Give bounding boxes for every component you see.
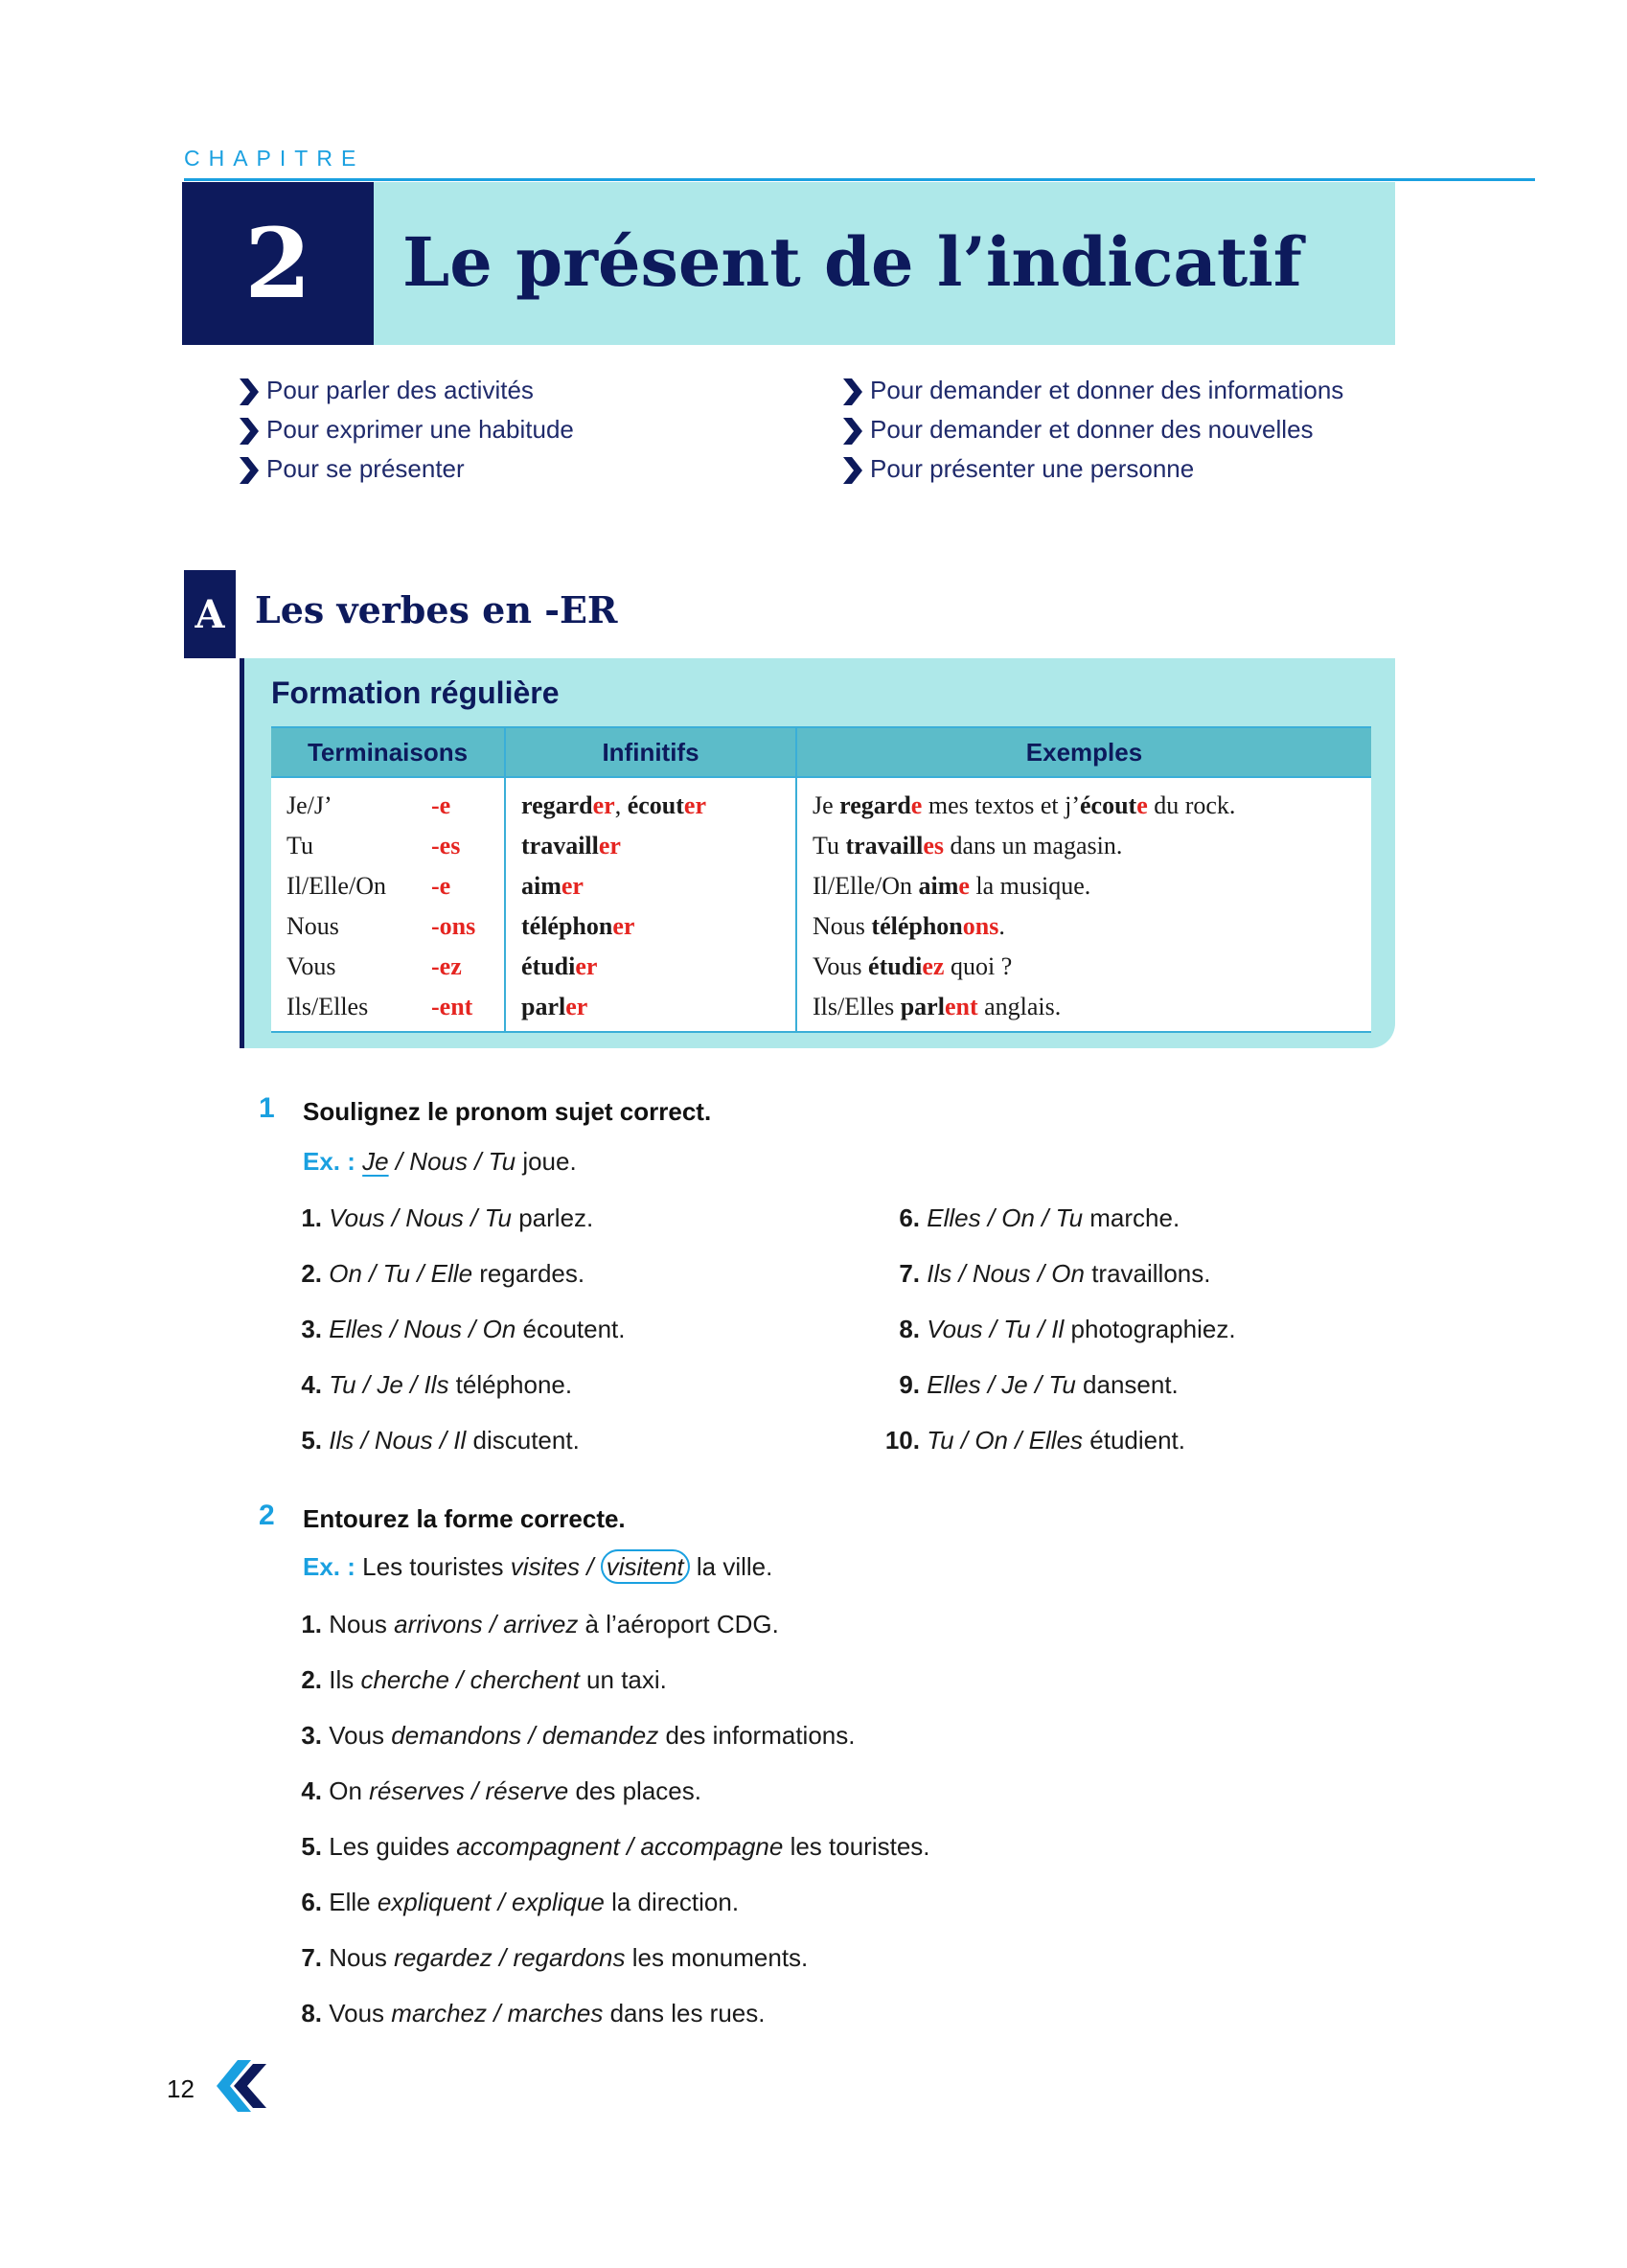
exercise-item[interactable]: 5. Ils / Nous / Il discutent.: [301, 1426, 580, 1455]
exercise-item[interactable]: 8. Vous marchez / marches dans les rues.: [301, 1999, 766, 2027]
example-row: Vous étudiez quoi ?: [813, 952, 1013, 980]
exercise-item[interactable]: 2. On / Tu / Elle regardes.: [301, 1259, 585, 1288]
table-header: Terminaisons: [271, 727, 505, 777]
exercise-item[interactable]: 7. Ils / Nous / On travaillons.: [899, 1259, 1211, 1288]
chapter-title: Le présent de l’indicatif: [402, 222, 1302, 302]
infinitives-column: [505, 777, 796, 1032]
exercise-number: 2: [259, 1500, 275, 1531]
ending-row: Il/Elle/On -e: [286, 872, 451, 900]
objectives-left: [236, 374, 574, 492]
exercise-item[interactable]: 1. Vous / Nous / Tu parlez.: [301, 1203, 594, 1232]
exercise-item[interactable]: 8. Vous / Tu / Il photographiez.: [899, 1315, 1236, 1343]
example-row: Il/Elle/On aime la musique.: [813, 872, 1091, 900]
objectives-right: [839, 374, 1343, 492]
infinitive-row: travailler: [521, 832, 621, 859]
circled-answer: visitent: [601, 1549, 690, 1584]
exercise-item[interactable]: 3. Vous demandons / demandez des informations.: [301, 1721, 856, 1750]
exercise-item[interactable]: 4. On réserves / réserve des places.: [301, 1776, 701, 1805]
infinitive-row: regarder, écouter: [521, 791, 707, 819]
example-row: Tu travailles dans un magasin.: [813, 832, 1123, 859]
table-header: Exemples: [796, 727, 1371, 777]
infinitive-row: parler: [521, 993, 588, 1020]
section-title: Les verbes en -ER: [255, 588, 618, 631]
exercise-item[interactable]: 10. Tu / On / Elles étudient.: [884, 1426, 1186, 1455]
exercise-item[interactable]: 6. Elles / On / Tu marche.: [899, 1203, 1180, 1232]
chapter-rule: [184, 178, 1535, 181]
ending-row: Nous -ons: [286, 912, 476, 940]
page-number: 12: [167, 2074, 195, 2103]
chapter-label: CHAPITRE: [184, 146, 365, 171]
exercise-item[interactable]: 9. Elles / Je / Tu dansent.: [899, 1370, 1179, 1399]
infinitive-row: téléphoner: [521, 912, 635, 940]
chapter-number: 2: [182, 182, 374, 345]
ending-row: Tu -es: [286, 832, 461, 859]
conjugation-table: [271, 726, 1371, 1033]
example-row: Nous téléphonons.: [813, 912, 1005, 940]
exercise-item[interactable]: 6. Elle expliquent / explique la direction.: [301, 1888, 740, 1916]
chevron-right-icon: [238, 418, 259, 445]
exercise-example: Ex. : Les touristes visites / visitent la ville.: [303, 1552, 772, 1582]
exercise-title: Entourez la forme correcte.: [303, 1504, 626, 1533]
infinitive-row: étudier: [521, 952, 598, 980]
objective-item: Pour parler des activités: [236, 374, 574, 413]
objective-item: Pour demander et donner des informations: [839, 374, 1343, 413]
objective-item: Pour se présenter: [236, 452, 574, 492]
exercise-item[interactable]: 5. Les guides accompagnent / accompagne les touristes.: [301, 1832, 930, 1861]
examples-column: [796, 777, 1371, 1032]
example-row: Je regarde mes textos et j’écoute du rock.: [813, 791, 1236, 819]
objective-item: Pour présenter une personne: [839, 452, 1343, 492]
table-header: Infinitifs: [505, 727, 796, 777]
chevron-right-icon: [841, 378, 862, 405]
example-row: Ils/Elles parlent anglais.: [813, 993, 1062, 1020]
chevron-right-icon: [238, 457, 259, 484]
chevron-right-icon: [238, 378, 259, 405]
exercise-item[interactable]: 3. Elles / Nous / On écoutent.: [301, 1315, 626, 1343]
ending-row: Vous -ez: [286, 952, 462, 980]
underlined-answer: Je: [362, 1147, 389, 1176]
ending-row: Je/J’ -e: [286, 791, 451, 819]
chevron-right-icon: [841, 418, 862, 445]
exercise-item[interactable]: 7. Nous regardez / regardons les monuments.: [301, 1943, 809, 1972]
panel-title: Formation régulière: [271, 676, 560, 710]
ending-row: Ils/Elles -ent: [286, 993, 473, 1020]
endings-column: [271, 777, 505, 1032]
exercise-title: Soulignez le pronom sujet correct.: [303, 1097, 712, 1126]
section-letter: A: [184, 570, 236, 658]
exercise-item[interactable]: 4. Tu / Je / Ils téléphone.: [301, 1370, 573, 1399]
exercise-item[interactable]: 1. Nous arrivons / arrivez à l’aéroport CDG.: [301, 1610, 779, 1638]
exercise-example: Ex. : Je / Nous / Tu joue.: [303, 1147, 577, 1176]
exercise-number: 1: [259, 1092, 275, 1124]
chevron-right-icon: [841, 457, 862, 484]
double-chevron-left-icon: [217, 2060, 266, 2112]
exercise-item[interactable]: 2. Ils cherche / cherchent un taxi.: [301, 1665, 667, 1694]
objective-item: Pour demander et donner des nouvelles: [839, 413, 1343, 452]
infinitive-row: aimer: [521, 872, 584, 900]
objective-item: Pour exprimer une habitude: [236, 413, 574, 452]
